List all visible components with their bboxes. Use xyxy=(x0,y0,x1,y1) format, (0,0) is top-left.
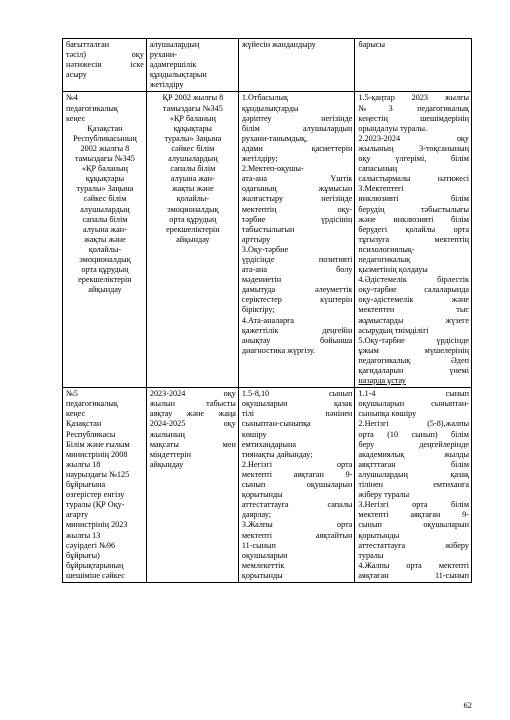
text-line: даярлау; xyxy=(241,510,271,520)
text-line: 3.Негізгі орта білім xyxy=(358,500,469,510)
text-line: 11-сынып xyxy=(241,540,276,550)
text-line: мемлекеттік xyxy=(241,560,285,570)
text-line: 3.Мектептегі xyxy=(358,184,404,194)
text-line: жақты және xyxy=(84,234,126,244)
text-line: тұғызуға мектептің xyxy=(358,234,469,244)
text-line: тілі пәнінен xyxy=(241,409,353,419)
text-line: сәуірдегі №96 xyxy=(66,540,116,550)
text-line: ағарту xyxy=(66,510,89,520)
text-line: туралы xyxy=(358,550,384,560)
text-line: асыру xyxy=(66,70,87,80)
text-line: сапасының xyxy=(358,164,398,174)
text-line: сәйкес білім xyxy=(171,143,215,153)
council-title-cell xyxy=(63,39,147,92)
text-line: эмоционалдық xyxy=(167,204,219,214)
text-line: туралы» Заңына xyxy=(164,133,222,143)
text-line: қағидаларын үнемі xyxy=(358,366,469,375)
text-line: емтихандарына xyxy=(241,439,297,449)
text-line: мәдениетін xyxy=(241,275,282,285)
text-line: тиянақты дайындау; xyxy=(241,449,313,459)
text-line: 2.Негізгі (5-8),жалпы xyxy=(358,419,469,429)
text-line: үрдісінде позитивті xyxy=(241,254,353,264)
text-line: 1.5-8,10 сынып xyxy=(241,389,353,399)
text-line: 5.Оқу-тәрбие үрдісінде xyxy=(358,335,469,345)
agenda-cell xyxy=(355,388,472,583)
text-line: назарда ұстау xyxy=(358,376,406,386)
text-line: Республикасы xyxy=(66,429,116,439)
text-line: сынып оқушыларын xyxy=(358,520,469,530)
text-line: психологиялық- xyxy=(358,244,415,254)
text-line: жақты және xyxy=(172,184,214,194)
text-line: 1.1-4 сынып xyxy=(358,389,469,399)
text-line: 3.Оқу-тәрбие xyxy=(241,244,289,254)
text-line: аяқтаған 11-сынып xyxy=(358,570,469,580)
text-line: берудің тәбыстылығы xyxy=(358,204,469,214)
text-line: рухани- xyxy=(149,50,178,60)
table-body xyxy=(63,39,472,583)
text-line: 4.Әдістемелік бірлестік xyxy=(358,275,469,285)
text-line: ата-ана Үштік xyxy=(241,174,353,184)
text-line: құқықтары xyxy=(85,174,125,184)
text-line: мектептің оқу- xyxy=(241,204,353,214)
text-line: жетілдіру; xyxy=(241,154,278,164)
text-line: дәріптеу негізінде xyxy=(241,113,353,123)
text-line: алуына жан- xyxy=(170,174,215,184)
text-line: тілінен емтиханға xyxy=(358,480,469,490)
text-line: барысы xyxy=(358,40,385,49)
text-line: 4.Жалпы орта мектепті xyxy=(358,560,469,570)
text-line: жіберу туралы xyxy=(358,490,410,500)
goal-cell xyxy=(146,92,238,388)
text-line: сәйкес білім xyxy=(83,194,127,204)
text-line: берудегі қолайлы орта xyxy=(358,224,469,234)
text-line: жетілдіру xyxy=(149,80,184,90)
text-line: тәсіл) оқу xyxy=(66,50,144,60)
text-line: аттестаттауға сапалы xyxy=(241,500,353,510)
text-line: рухани-танымдық, xyxy=(241,133,308,143)
text-line: мектепті аяқтайтын xyxy=(241,530,353,540)
text-line: академиялық жылды xyxy=(358,449,469,459)
text-line: тамыздағы №345 xyxy=(74,154,135,164)
text-line: алушылардың xyxy=(80,204,130,214)
text-line: құндылықтарды xyxy=(241,103,299,113)
text-line: айқындау xyxy=(88,285,122,295)
text-line: орта құрудың xyxy=(81,265,129,275)
text-line: орындалуы туралы. xyxy=(358,123,428,133)
text-line: кеңес xyxy=(66,409,86,419)
text-line: қажеттілік деңгейін xyxy=(241,325,353,335)
text-line: Білім және ғылым xyxy=(66,439,130,449)
text-line: салыстырмалы нәтижесі xyxy=(358,174,469,184)
text-line: міндеттерін xyxy=(149,449,192,459)
text-line: 1.Отбасылық xyxy=(241,93,288,103)
text-line: айқындау xyxy=(176,234,210,244)
text-line: асырудың тиімділігі xyxy=(358,325,429,335)
text-line: өзгерістер енгізу xyxy=(66,490,125,500)
text-line: «ҚР баланың xyxy=(81,164,128,174)
text-line: министрінің 2008 xyxy=(66,449,128,459)
text-line: педагогикалық xyxy=(358,254,411,264)
text-line: оқушыларын сыныптан- xyxy=(358,399,469,409)
text-line: оқушыларын xyxy=(241,550,288,560)
text-line: нәтижесін іске xyxy=(66,60,144,70)
text-line: жалғастыру негізінде xyxy=(241,194,353,204)
text-line: қорытынды xyxy=(241,570,283,580)
text-line: Қазақстан xyxy=(87,123,123,133)
text-line: туралы (ҚР Оқу- xyxy=(66,500,125,510)
text-line: сапалы білім xyxy=(82,214,128,224)
text-line: орта (10 сынып) білім xyxy=(358,429,469,439)
text-line: жылының xyxy=(149,429,185,439)
text-line: беру деңгейлерінде xyxy=(358,439,469,449)
text-line: мақсаты мен xyxy=(149,439,236,449)
text-line: көшіру xyxy=(241,429,267,439)
text-line: жылғы 13 xyxy=(66,530,101,540)
text-line: №4 xyxy=(66,93,78,103)
text-line: жүйесін жандандыру xyxy=(241,40,316,49)
council-title-cell xyxy=(63,92,147,388)
text-line: туралы» Заңына xyxy=(76,184,134,194)
text-line: аяқтау және жаңа xyxy=(149,409,236,419)
text-line: инклюзивті білім xyxy=(358,194,469,204)
text-line: мектепті аяқтаған 9- xyxy=(241,469,353,479)
text-line: педагогикалық Әдеп xyxy=(358,355,469,365)
text-line: қызметінің қолдауы xyxy=(358,265,428,275)
text-line: 3.Жалпы орта xyxy=(241,520,353,530)
text-line: айқындау xyxy=(149,459,184,469)
text-line: 2.Негізгі орта xyxy=(241,459,353,469)
text-line: сапалы білім xyxy=(170,164,216,174)
text-line: құқықтары xyxy=(173,123,213,133)
text-line: алушылардың қазақ xyxy=(358,469,469,479)
goal-cell xyxy=(146,39,238,92)
text-line: наурыздағы №125 xyxy=(66,469,130,479)
text-line: серіктестер күштерін xyxy=(241,295,353,305)
text-line: ҚР 2002 жылғы 8 xyxy=(162,93,224,103)
text-line: №5 xyxy=(66,389,78,399)
minutes-plan-table xyxy=(62,38,472,583)
text-line: дамытуда әлеуметтік xyxy=(241,285,353,295)
goal-cell xyxy=(146,388,238,583)
text-line: ерекшеліктерін xyxy=(78,275,132,285)
text-line: педагогикалық xyxy=(66,103,118,113)
council-title-cell xyxy=(63,388,147,583)
text-line: ұжым мүшелерінің xyxy=(358,345,469,355)
text-line: ата-ана болу xyxy=(241,265,353,275)
agenda-cell xyxy=(355,92,472,388)
text-line: жылын табысты xyxy=(149,399,236,409)
text-line: бұйрығы) xyxy=(66,550,100,560)
text-line: Республикасының xyxy=(73,133,137,143)
text-line: оқушыларын қазақ xyxy=(241,399,353,409)
text-line: орта құрудың xyxy=(169,214,217,224)
text-line: қолайлы- xyxy=(176,194,210,204)
text-line: анықтау бойынша xyxy=(241,335,353,345)
text-line: мектепті аяқтаған 9- xyxy=(358,510,469,520)
text-line: алуына жан- xyxy=(82,224,127,234)
objectives-cell xyxy=(238,388,355,583)
text-line: құндылықтарын xyxy=(149,70,207,80)
text-line: педагогикалық xyxy=(66,399,118,409)
text-line: біріктіру; xyxy=(241,305,275,315)
text-line: жылының 3-тоқсанының xyxy=(358,143,469,153)
text-line: 2024-2025 оқу xyxy=(149,419,236,429)
text-line: одағының жұмысын xyxy=(241,184,353,194)
text-line: Қазақстан xyxy=(66,419,102,429)
text-line: 1.5-қаңтар 2023 жылғы xyxy=(358,93,469,103)
text-line: диагностика жүргізу. xyxy=(241,345,316,355)
text-line: адамгершілік xyxy=(149,60,197,70)
text-line: бұйрығына xyxy=(66,480,106,490)
table-row xyxy=(63,388,472,583)
text-line: 2023-2024 оқу xyxy=(149,389,236,399)
text-line: қолайлы- xyxy=(88,244,122,254)
text-line: аяқтттаған білім xyxy=(358,459,469,469)
agenda-cell xyxy=(355,39,472,92)
text-line: алушылардың xyxy=(168,154,218,164)
text-line: қорытынды xyxy=(241,490,283,500)
text-line: бұйрықтарының xyxy=(66,560,124,570)
text-line: тәрбие үрдісінің xyxy=(241,214,353,224)
text-line: қорытынды xyxy=(358,530,400,540)
text-line: оқу-тәрбие салаларында xyxy=(358,285,469,295)
text-line: сыныпқа көшіру xyxy=(358,409,417,419)
text-line: алушылардың xyxy=(149,40,200,49)
table-row xyxy=(63,92,472,388)
text-line: кеңестің шешімдерінің xyxy=(358,113,469,123)
objectives-cell xyxy=(238,92,355,388)
text-line: 2.2023-2024 оқу xyxy=(358,133,469,143)
text-line: бағытталған xyxy=(66,40,110,49)
text-line: 2.Мектеп-оқушы- xyxy=(241,164,304,174)
text-line: 4.Ата-аналарға xyxy=(241,315,295,325)
text-line: 2002 жылғы 8 xyxy=(80,143,130,153)
text-line: №3 педагогикалық xyxy=(358,103,469,113)
page-number: 62 xyxy=(463,700,472,710)
text-line: тамыздағы №345 xyxy=(162,103,223,113)
table-row xyxy=(63,39,472,92)
text-line: арттыру xyxy=(241,234,271,244)
text-line: кеңес xyxy=(66,113,86,123)
text-line: табыстылығын xyxy=(241,224,295,234)
text-line: «ҚР баланың xyxy=(169,113,216,123)
text-line: білім алушылардың xyxy=(241,123,353,133)
text-line: аттестаттауға жіберу xyxy=(358,540,469,550)
text-line: және инклюзивті білім xyxy=(358,214,469,224)
text-line: сынып оқушыларын xyxy=(241,480,353,490)
objectives-cell xyxy=(238,39,355,92)
text-line: оқу-әдістемелік және xyxy=(358,295,469,305)
text-line: жылғы 18 xyxy=(66,459,101,469)
text-line: шешіміне сәйкес xyxy=(66,570,125,580)
text-line: оқу үлгерімі, білім xyxy=(358,154,469,164)
text-line: министрінің 2023 xyxy=(66,520,128,530)
text-line: жұмыстарды жүзеге xyxy=(358,315,469,325)
text-line: эмоционалдық xyxy=(79,254,131,264)
text-line: сыныптан-сыныпқа xyxy=(241,419,311,429)
text-line: адами қасиеттерін xyxy=(241,143,353,153)
text-line: ерекшеліктерін xyxy=(166,224,220,234)
text-line: мектептен тыс xyxy=(358,305,469,315)
